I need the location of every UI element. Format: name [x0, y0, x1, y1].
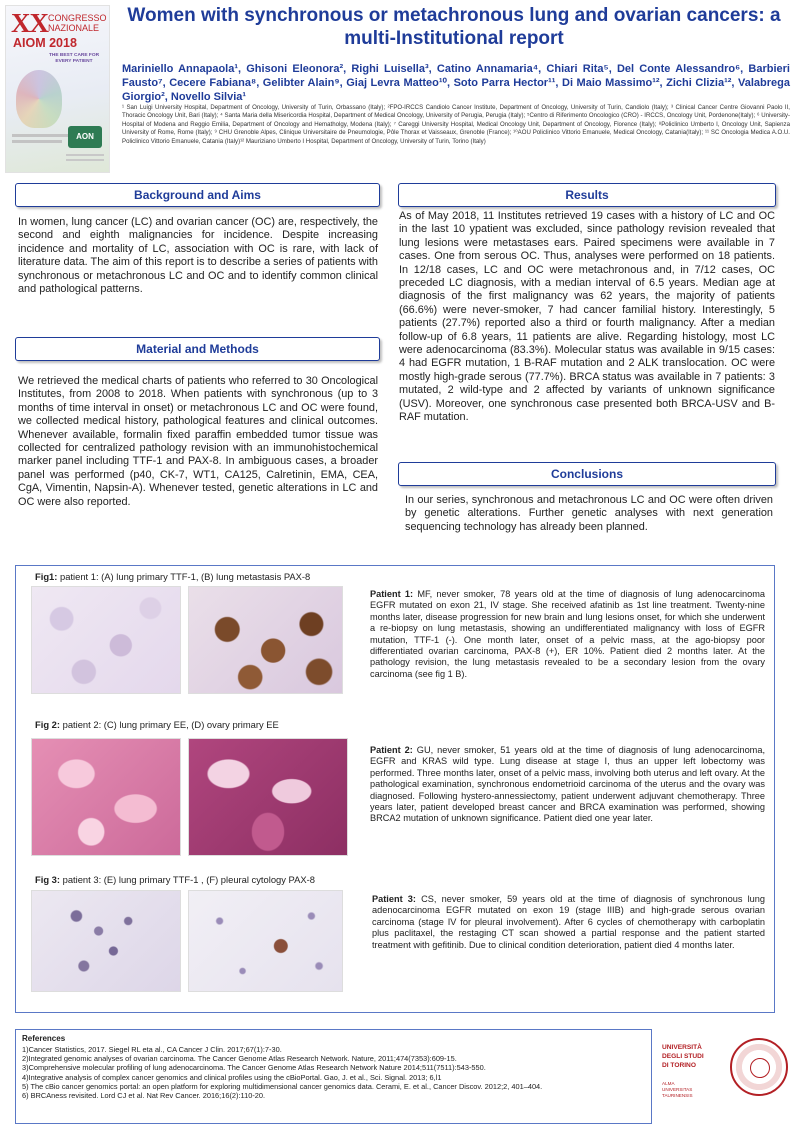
reference-item: 1)Cancer Statistics, 2017. Siegel RL eta al., CA Cancer J Clin. 2017;67(1):7-30.	[22, 1045, 282, 1054]
logo-congress-text: CONGRESSO NAZIONALE	[48, 13, 107, 33]
methods-text: We retrieved the medical charts of patients who referred to 30 Oncological Institutes, from 2008 to 2018. When patients with synchronous (up to 3 months of time interval in onset) or metachronous LC and OC were found, we collected medical history, pathological features and clinical outcomes. Whenever available, formalin fixed paraffin embedded tumor tissue was collected for centralized pathology revision with an immunohistochemical marker panel including TTF-1 and PAX-8. In ambiguous cases, a broader panel was performed (p40, CK-7, WT1, CA125, Calretinin, EMA, CEA, CgA, Vimentin, Napsin-A). Whenever tested, genetic alterations in LC and OC were also reported.	[18, 375, 378, 508]
logo-fineprint-line	[12, 134, 74, 137]
affiliations: ¹ San Luigi University Hospital, Department of Oncology, University of Turin, Orbassano (Italy); ²FPO-IRCCS Candiolo Cancer Institute, Department of Oncology, University of Turin, Candiolo (Italy); ³ Clinical Cancer Centre Giovanni Paolo II, Thoracic Oncology Unit, Bari (Italy); ⁴ Santa Maria della Misericordia Hospital, Department of Medical Oncology, University of Perugia, Perugia (Italy); ⁵Centro di Riferimento Oncologico (CRO) - IRCCS, Oncology Unit, Pordenone(Italy); ⁶ University-Hospital of Modena and Reggio Emilia, Department of Oncology and Hematholgy, Modena (Italy); ⁷ Careggi University Hospital, Medical Oncology Unit, Department of Oncology, Florence (Italy); ⁸Policlinico Umberto I, Oncology Unit, Sapienza University of Rome, Rome (Italy); ⁹ CHU Grenoble Alpes, Clinique Universitaire de Pneumologie, Pôle Thorax et Vaisseaux, Grenoble (France); ¹⁰AOU Policlinico Vittorio Emanuele, Medical Oncology, Catania(Italy); ¹¹ SC Oncologia Medica A.O.U. Policlinico Vittorio Emanuele, Catania (Italy)¹² Mauriziano Umberto I Hospital, Department of Oncology, University of Turin, Torino (Italy)	[122, 104, 790, 145]
sponsor-logo: AON	[68, 126, 102, 148]
logo-fineprint-line	[66, 159, 104, 161]
figure-3-caption: Fig 3: patient 3: (E) lung primary TTF-1 , (F) pleural cytology PAX-8	[35, 874, 315, 885]
results-text: As of May 2018, 11 Institutes retrieved 19 cases with a history of LC and OC in the last 10 ypatient was excluded, since pathology revision revealed that lung lesions were metastases ears. Paired specimens were available in 7 cases. One from serous OC. Thus, analyses were performed on 18 patients. In 12/18 cases, LC and OC were metachronous and, in 7/12 cases, OC preceded LC diagnosis, with a median interval of 6.5 years. Median age at diagnosis of the first malignancy was 62 years, the majority of patients (66.6%) were never-smoker, 7 had cancer familial history. Interestingly, 5 patients (27.7%) reported also a third or fourth malignancy. After a median follow-up of 6.8 years, 11 patients are alive. Regarding histology, most LC were adenocarcinoma (83.3%). Molecular status was available in 9/15 cases: 4 had EGFR mutation, 1 B-RAF mutation and 2 ALK translocation. OC were mostly high-grade serous (77.7%). BRCA status was available in 7 patients: 3 mutated, 2 wild-type and 2 affected by variants of unknown significance (USV). Moreover, one synchronous case presented both BRCA-USV and B-RAF mutation.	[399, 210, 775, 424]
logo-numeral: XX	[11, 8, 48, 38]
cytology-image-pleural-pax8	[188, 890, 343, 992]
university-of-turin-logo	[658, 1030, 793, 1122]
reference-item: 4)Integrative analysis of complex cancer genomics and clinical profiles using the cBioPortal. Gao, J. et al., Sci. Signal. 2013; 6,l1	[22, 1072, 442, 1082]
logo-tagline: THE BEST CARE FOR EVERY PATIENT	[48, 53, 100, 64]
figure-1-caption: Fig1: patient 1: (A) lung primary TTF-1, (B) lung metastasis PAX-8	[35, 571, 311, 582]
figure-2-caption: Fig 2: patient 2: (C) lung primary EE, (D) ovary primary EE	[35, 719, 279, 730]
background-text: In women, lung cancer (LC) and ovarian cancer (OC) are, respectively, the second and eighth malignancies for incidence. Despite increasing incidence and mortality of LC, association with OC is rare, with lack of literature data. The aim of this report is to describe a series of patients with synchronous or metachronous LC and OC and to identify common clinical and pathological patterns.	[18, 216, 378, 296]
logo-brand: AIOM 2018	[13, 36, 77, 50]
histology-image-lung-primary-ee	[31, 738, 181, 856]
background-heading: Background and Aims	[15, 183, 380, 207]
histology-image-lung-metastasis-pax8	[188, 586, 343, 694]
methods-heading: Material and Methods	[15, 337, 380, 361]
histology-image-lung-primary-ttf1	[31, 586, 181, 694]
results-heading: Results	[398, 183, 776, 207]
conclusions-heading: Conclusions	[398, 462, 776, 486]
university-motto: ALMA UNIVERSITAS TAURINENSIS	[662, 1081, 693, 1098]
reference-item: 3)Comprehensive molecular profiling of lung adenocarcinoma. The Cancer Genome Atlas Research Network Nature 2014;511(7511):543-550.	[22, 1063, 486, 1073]
cytology-image-lung-primary-ttf1	[31, 890, 181, 992]
histology-image-ovary-primary-ee	[188, 738, 348, 856]
reference-item: 6) BRCAness revisited. Lord CJ et al. Nat Rev Cancer. 2016;16(2):110-20.	[22, 1091, 266, 1101]
university-seal-icon	[730, 1038, 788, 1096]
congress-logo	[5, 5, 110, 173]
conclusions-text: In our series, synchronous and metachronous LC and OC were often driven by genetic alterations. Further genetic analyses with next generation sequencing technology has already been planned.	[405, 494, 773, 533]
reference-item: 2)Integrated genomic analyses of ovarian carcinoma. The Cancer Genome Atlas Research Network. Nature, 2011;474(7353):609-15.	[22, 1054, 457, 1064]
patient-2-description: Patient 2: GU, never smoker, 51 years old at the time of diagnosis of lung adenocarcinoma, EGFR and KRAS wild type. Lung disease at stage I, thus an upper left lobectomy was performed. Three months later, onset of a pelvic mass, involving both uterus and left ovary. At the pathological examination, synchronous endometrioid carcinoma of the uterus and the ovary was diagnosed. Following hystero-annessiectomy, patient underwent adjuvant chemotherapy. Three years later, patient developed breast cancer and BRCA examination was performed, showing BRCA2 mutation of unknown significance. Patient died one year later.	[370, 745, 766, 824]
logo-swirl-graphic	[16, 70, 62, 128]
patient-3-description: Patient 3: CS, never smoker, 59 years old at the time of diagnosis of synchronous lung adenocarcinoma EGFR mutated on exon 19 (stage IIIB) and high-grade serous ovarian carcinoma (stage IV for pleural involvement). After 6 cycles of chemotherapy with carboplatin plus paclitaxel, the restaging CT scan showed a partial response and the patient started treatment with gefitinib. Due to clinical condition deterioration, patient died 4 months later.	[372, 894, 765, 950]
logo-fineprint-line	[66, 154, 104, 156]
patient-1-description: Patient 1: MF, never smoker, 78 years old at the time of diagnosis of lung adenocarcinoma EGFR mutated on exon 21, IV stage. She received afatinib as 1st line treatment. Twenty-nine months later, disease progression for new brain and lung lesions onset, for which she underwent a re-biopsy on lung metastasis, showing an undifferentiated malignancy with loss of EGFR mutation, TTF-1 (-). One month later, onset of a pelvic mass, at the ago-biopsy poor differentiated ovarian carcinoma, PAX-8 (+), ER 10%. Patient died 2 months later. At the pathology revision, the lung metastasis revealed to be a secondary lesion from the ovary carcinoma (see fig 1 B).	[370, 589, 765, 679]
poster-title: Women with synchronous or metachronous lung and ovarian cancers: a multi-Institutional report	[127, 5, 781, 49]
references-title: References	[22, 1034, 66, 1043]
author-list: Mariniello Annapaola¹, Ghisoni Eleonora², Righi Luisella³, Catino Annamaria⁴, Chiari Rita⁵, Del Conte Alessandro⁶, Barbieri Fausto⁷, Cecere Fabiana⁸, Gelibter Alain⁹, Giaj Levra Matteo¹⁰, Soto Parra Hector¹¹, Di Maio Massimo¹², Zichi Clizia¹², Valabrega Giorgio², Novello Silvia¹	[122, 63, 790, 103]
logo-fineprint-line	[12, 140, 62, 143]
university-name: UNIVERSITÀ DEGLI STUDI DI TORINO	[662, 1044, 704, 1069]
references-box	[15, 1029, 652, 1124]
reference-item: 5) The cBio cancer genomics portal: an open platform for exploring multidimensional cancer genomics data. Cerami, E. et al., Cancer Discov. 2012;2, 401–404.	[22, 1081, 543, 1091]
